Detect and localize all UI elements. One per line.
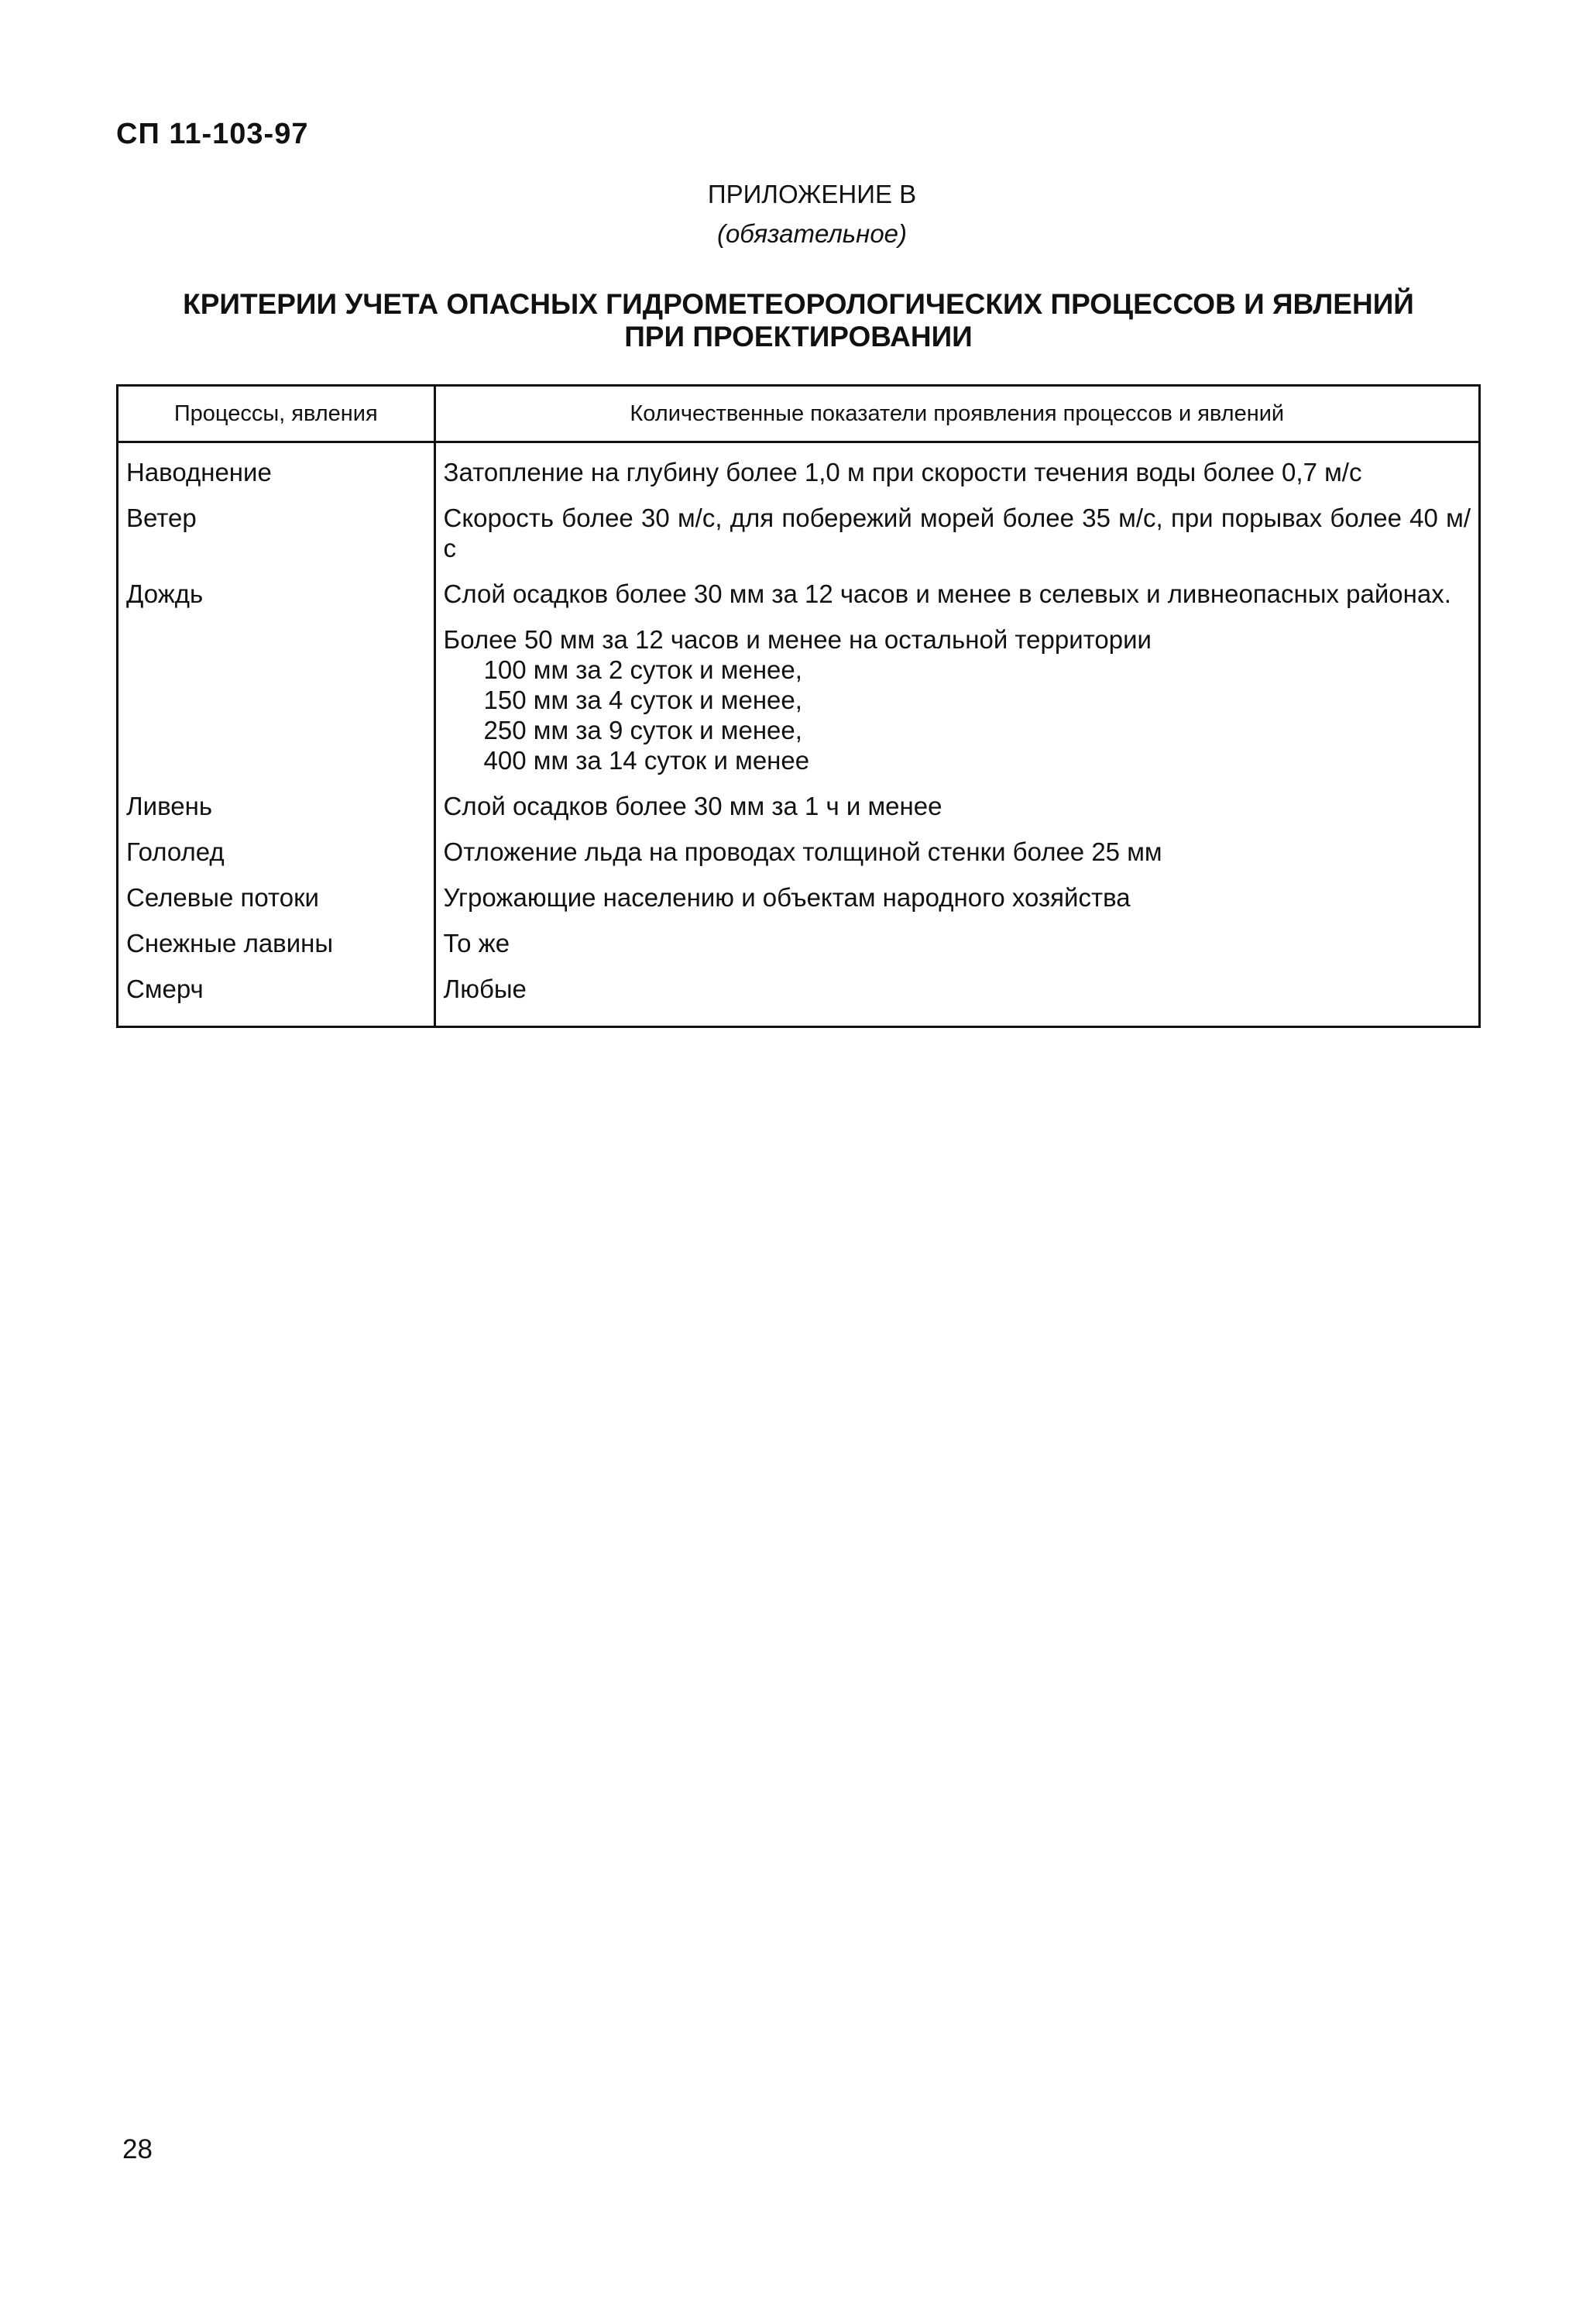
column-header-process: Процессы, явления <box>118 386 435 442</box>
table-row <box>118 878 1480 923</box>
table-row <box>118 786 1480 832</box>
page-number: 28 <box>122 2134 153 2164</box>
criteria-subitem: 400 мм за 14 суток и менее <box>483 746 810 775</box>
criteria-cell: Угрожающие населению и объектам народного хозяйства <box>434 878 1479 923</box>
appendix-label: ПРИЛОЖЕНИЕ В <box>707 180 917 208</box>
criteria-cell: Слой осадков более 30 мм за 1 ч и менее <box>434 786 1479 832</box>
table-row <box>118 574 1480 620</box>
process-cell: Наводнение <box>118 442 435 499</box>
criteria-table <box>116 384 1481 1028</box>
appendix-status: (обязательное) <box>716 219 908 248</box>
process-cell <box>118 620 435 786</box>
criteria-cell <box>434 620 1479 786</box>
document-code: СП 11-103-97 <box>116 118 309 150</box>
criteria-cell: Отложение льда на проводах толщиной стенки более 25 мм <box>434 832 1479 878</box>
page-title <box>116 288 1481 353</box>
title-line-2: ПРИ ПРОЕКТИРОВАНИИ <box>624 321 973 352</box>
column-header-criteria: Количественные показатели проявления процессов и явлений <box>434 386 1479 442</box>
criteria-text: Более 50 мм за 12 часов и менее на остальной территории <box>443 625 1152 654</box>
table-row <box>118 923 1480 969</box>
process-cell: Гололед <box>118 832 435 878</box>
table-header-row <box>118 386 1480 442</box>
criteria-subitem: 150 мм за 4 суток и менее, <box>483 686 802 714</box>
criteria-cell: Скорость более 30 м/с, для побережий морей более 35 м/с, при порывах более 40 м/с <box>434 498 1479 574</box>
table-row <box>118 969 1480 1027</box>
criteria-cell: Любые <box>434 969 1479 1027</box>
table-row <box>118 620 1480 786</box>
process-cell: Смерч <box>118 969 435 1027</box>
table-row <box>118 498 1480 574</box>
criteria-cell: То же <box>434 923 1479 969</box>
title-line-1: КРИТЕРИИ УЧЕТА ОПАСНЫХ ГИДРОМЕТЕОРОЛОГИЧЕСКИХ ПРОЦЕССОВ И ЯВЛЕНИЙ <box>183 288 1414 320</box>
process-cell: Селевые потоки <box>118 878 435 923</box>
process-cell: Ветер <box>118 498 435 574</box>
table-row <box>118 442 1480 499</box>
table-row <box>118 832 1480 878</box>
process-cell: Дождь <box>118 574 435 620</box>
process-cell: Ливень <box>118 786 435 832</box>
criteria-cell: Слой осадков более 30 мм за 12 часов и менее в селевых и ливнеопасных районах. <box>434 574 1479 620</box>
criteria-subitem: 100 мм за 2 суток и менее, <box>483 655 802 684</box>
criteria-subitem: 250 мм за 9 суток и менее, <box>483 716 802 744</box>
process-cell: Снежные лавины <box>118 923 435 969</box>
criteria-cell: Затопление на глубину более 1,0 м при скорости течения воды более 0,7 м/с <box>434 442 1479 499</box>
